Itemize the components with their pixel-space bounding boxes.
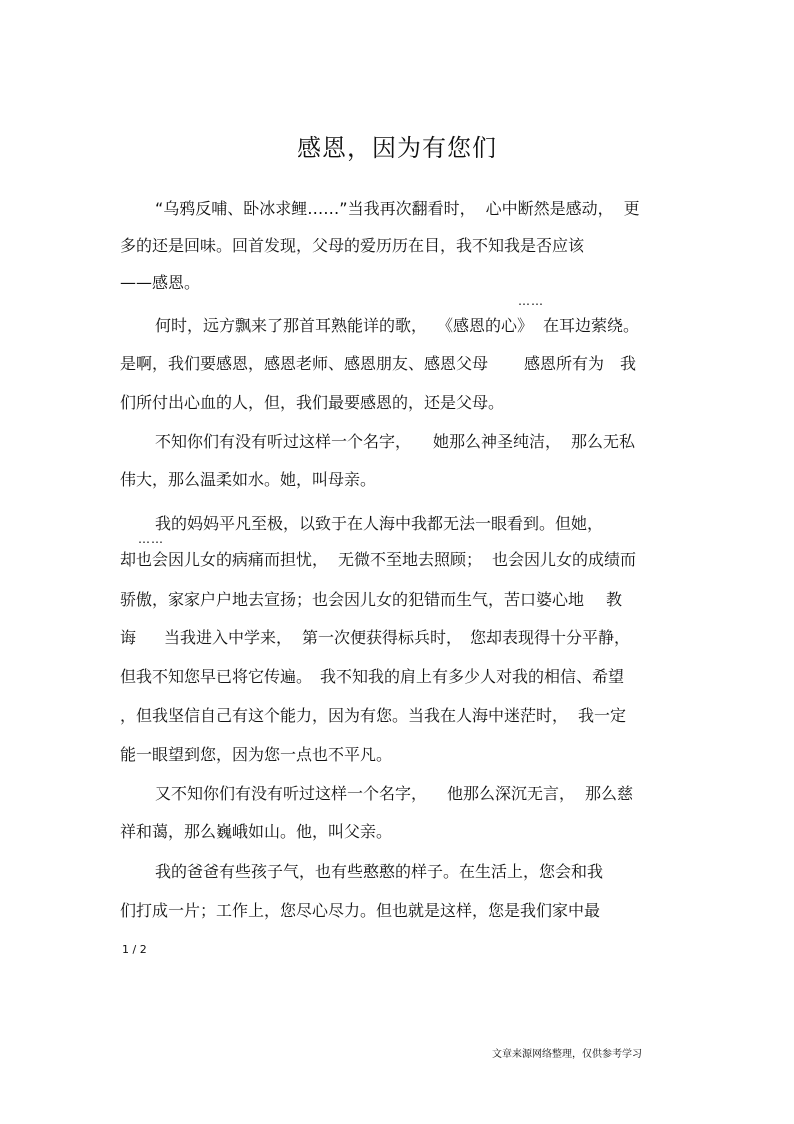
text-segment: 但我不知您早已将它传遍。: [120, 667, 313, 686]
text-segment: 我不知我的肩上有多少人对我的相信、希望: [320, 667, 625, 686]
text-segment: 我: [620, 354, 637, 373]
page-number: 1 / 2: [122, 943, 147, 956]
text-line: [120, 549, 636, 571]
text-segment: 我的爸爸有些孩子气，也有些憨憨的样子。在生活上，您会和我: [155, 862, 604, 881]
text-line: [155, 431, 635, 453]
text-line: [120, 469, 376, 491]
text-segment: 伟大，那么温柔如水。她，叫母亲。: [120, 470, 377, 489]
text-line: [155, 198, 640, 220]
text-segment: 在耳边萦绕。: [543, 316, 640, 335]
text-line: [155, 315, 639, 337]
text-segment: 心中断然是感动，: [485, 199, 614, 218]
text-segment: 您却表现得十分平静，: [470, 628, 631, 647]
text-segment: 们所付出心血的人，但，我们最要感恩的，还是父母。: [120, 393, 505, 412]
text-segment: 何时，远方飘来了那首耳熟能详的歌，: [155, 316, 428, 335]
text-segment: 感恩所有为: [524, 354, 605, 373]
text-segment: 不知你们有没有听过这样一个名字，: [155, 432, 412, 451]
text-segment: 那么慈: [585, 784, 634, 803]
text-line: [120, 392, 504, 414]
ellipsis-mark: ……: [518, 294, 544, 308]
text-segment: 那么无私: [571, 432, 636, 451]
text-segment: 教: [606, 590, 623, 609]
text-segment: 们打成一片；工作上，您尽心尽力。但也就是这样，您是我们家中最: [120, 901, 601, 920]
text-line: [155, 513, 603, 535]
text-line: [120, 821, 392, 843]
text-segment: 无微不至地去照顾；: [338, 550, 483, 569]
text-segment: 他那么深沉无言，: [447, 784, 576, 803]
text-segment: 是啊，我们要感恩，感恩老师、感恩朋友、感恩父母: [120, 354, 489, 373]
text-line: [120, 705, 626, 727]
text-segment: “乌鸦反哺、卧冰求鲤……”当我再次翻看时，: [155, 199, 476, 218]
text-segment: ——感恩。: [120, 273, 201, 292]
text-segment: 又不知你们有没有听过这样一个名字，: [155, 784, 428, 803]
text-segment: 却也会因儿女的病痛而担忧，: [120, 550, 329, 569]
text-segment: 能一眼望到您，因为您一点也不平凡。: [120, 745, 393, 764]
text-line: [120, 272, 200, 294]
text-line: [120, 744, 392, 766]
text-line: [120, 353, 636, 375]
text-segment: 祥和蔼，那么巍峨如山。他，叫父亲。: [120, 822, 393, 841]
text-line: [120, 666, 624, 688]
text-segment: 当我进入中学来，: [164, 628, 293, 647]
text-line: [120, 627, 630, 649]
text-line: [155, 861, 603, 883]
text-segment: 《感恩的心》: [437, 316, 534, 335]
text-segment: ，但我坚信自己有这个能力，因为有您。当我在人海中迷茫时，: [120, 706, 569, 725]
footer-note: 文章来源网络整理，仅供参考学习: [492, 1049, 642, 1060]
text-line: [155, 783, 633, 805]
text-segment: 多的还是回味。回首发现，父母的爱历历在目，我不知我是否应该: [120, 236, 585, 255]
text-line: [120, 900, 600, 922]
text-segment: 骄傲，家家户户地去宣扬；也会因儿女的犯错而生气，苦口婆心地: [120, 590, 585, 609]
ellipsis-mark: ……: [138, 532, 164, 546]
text-segment: 更: [623, 199, 640, 218]
text-segment: 我一定: [578, 706, 627, 725]
page-title: 感恩，因为有您们: [297, 134, 497, 162]
text-segment: 也会因儿女的成绩而: [492, 550, 637, 569]
text-segment: 我的妈妈平凡至极，以致于在人海中我都无法一眼看到。但她，: [155, 514, 604, 533]
text-segment: 她那么神圣纯洁，: [433, 432, 562, 451]
text-segment: 第一次便获得标兵时，: [302, 628, 463, 647]
text-line: [120, 235, 584, 257]
text-line: [120, 589, 622, 611]
text-segment: 诲: [120, 628, 137, 647]
